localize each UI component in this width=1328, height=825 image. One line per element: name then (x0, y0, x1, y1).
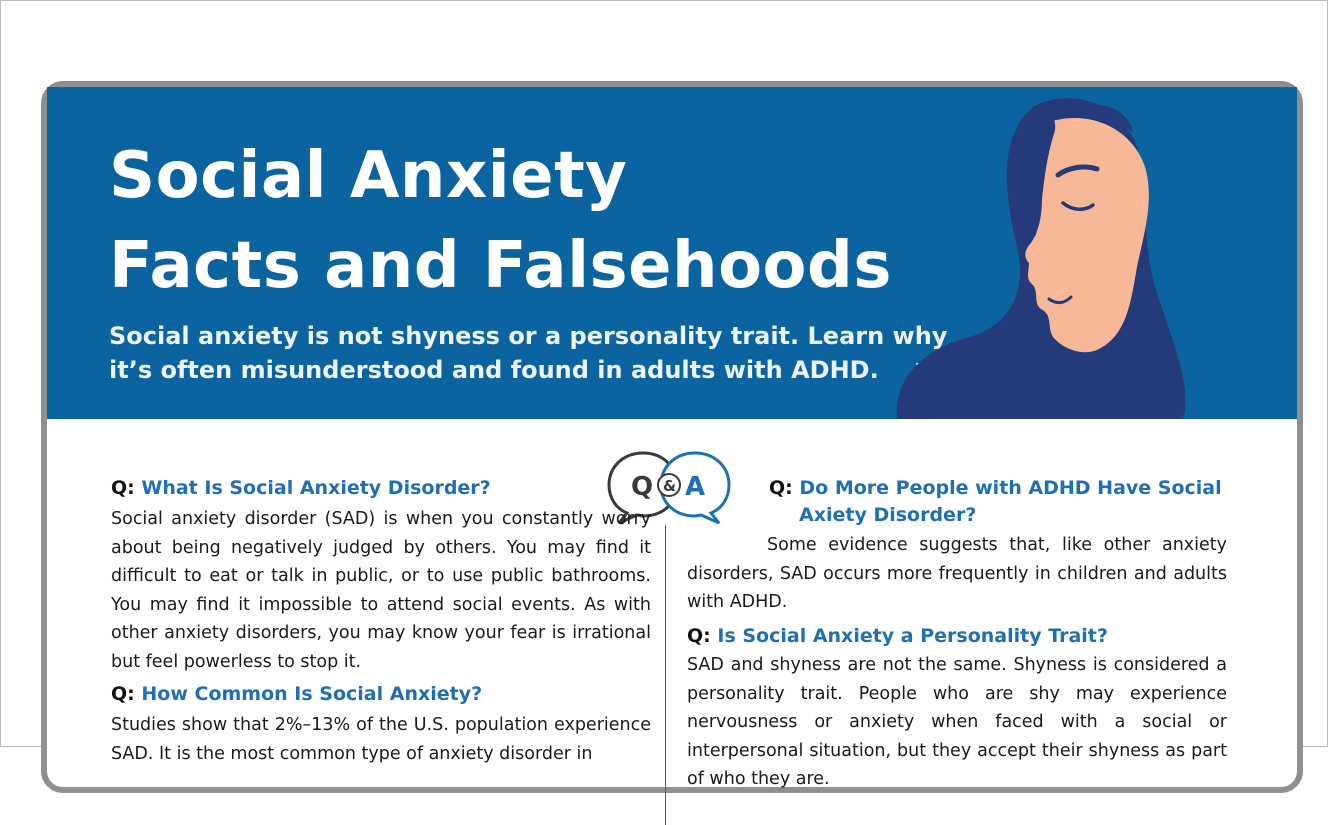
question-text: Do More People with ADHD Have Social Axiety Disorder? (799, 477, 1222, 526)
a-letter: A (685, 472, 706, 502)
header-banner (47, 87, 1297, 419)
question-heading (111, 475, 531, 502)
column-divider (665, 525, 666, 825)
q-letter: Q (631, 472, 654, 502)
question-text: How Common Is Social Anxiety? (141, 683, 483, 705)
answer-paragraph: Some evidence suggests that, like other anxiety disorders, SAD occurs more frequently in children and adults with ADHD. (687, 535, 1227, 612)
answer-paragraph: SAD and shyness are not the same. Shyness is considered a personality trait. People who are shy may experience nervousness or anxiety when faced with a social or interpersonal situation, but they accept their shyness as part of who they are. (687, 655, 1227, 789)
title-line-1: Social Anxiety (109, 139, 628, 213)
q-label: Q: (111, 477, 135, 499)
woman-profile-illustration (893, 87, 1193, 419)
q-label: Q: (769, 477, 793, 499)
question-heading (111, 681, 651, 708)
answer-paragraph: Studies show that 2%–13% of the U.S. population experience SAD. It is the most common type of anxiety disorder in (111, 715, 651, 764)
question-heading (769, 475, 1269, 529)
q-label: Q: (687, 625, 711, 647)
amp-symbol: & (663, 477, 677, 495)
title-line-2: Facts and Falsehoods (109, 229, 892, 303)
answer-paragraph: Social anxiety disorder (SAD) is when you constantly worry about being negatively judged by others. You may find it difficult to eat or talk in public, or to use public bathrooms. You may find it impossible to attend social events. As with other anxiety disorders, you may know your fear is irrational but feel powerless to stop it. (111, 509, 651, 672)
question-text: Is Social Anxiety a Personality Trait? (717, 625, 1108, 647)
q-label: Q: (111, 683, 135, 705)
article-card (41, 81, 1303, 793)
question-text: What Is Social Anxiety Disorder? (141, 477, 491, 499)
subtitle: Social anxiety is not shyness or a personality trait. Learn why it’s often misunderstood and found in adults with ADHD. (109, 322, 948, 384)
question-heading (687, 623, 1227, 650)
